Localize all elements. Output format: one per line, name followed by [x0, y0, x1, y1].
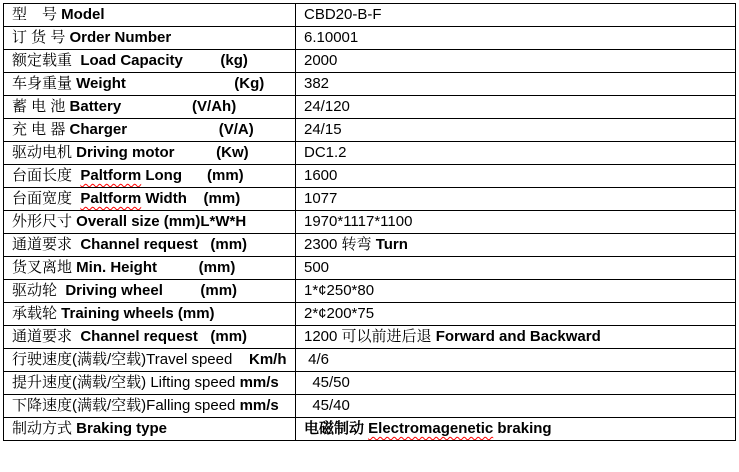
text-segment: 24/120: [304, 98, 350, 115]
text-segment: 提升速度(满载/空载) Lifting speed: [12, 374, 240, 391]
text-segment: 382: [304, 75, 330, 92]
text-segment: 电磁制动: [304, 420, 369, 437]
text-segment: 通道要求: [12, 328, 81, 345]
text-segment: 2*¢200*75: [304, 305, 375, 322]
text-segment: 45/50: [304, 374, 350, 391]
spec-value-cell: [296, 50, 736, 73]
text-segment: 型 号: [12, 6, 62, 23]
table-row: [4, 119, 736, 142]
text-segment: mm/s: [239, 374, 279, 391]
text-segment: Paltform: [80, 190, 142, 207]
spec-value-cell: [296, 142, 736, 165]
spec-label-cell: [4, 280, 296, 303]
table-row: [4, 73, 736, 96]
text-segment: 6.10001: [304, 29, 359, 46]
spec-value-cell: [296, 234, 736, 257]
spec-value-cell: [296, 211, 736, 234]
spec-value-cell: [296, 27, 736, 50]
table-row: [4, 349, 736, 372]
text-segment: Min. Height (mm): [76, 259, 236, 276]
text-segment: 行驶速度(满载/空载)Travel speed: [12, 351, 249, 368]
text-segment: Driving wheel (mm): [65, 282, 238, 299]
spec-value-cell: [296, 395, 736, 418]
spec-label-cell: [4, 372, 296, 395]
spec-value-cell: [296, 188, 736, 211]
text-segment: 2300 转弯: [304, 236, 376, 253]
text-segment: Load Capacity (kg): [80, 52, 248, 69]
spec-label-cell: [4, 211, 296, 234]
text-segment: 承载轮: [12, 305, 62, 322]
text-segment: 订 货 号: [12, 29, 70, 46]
table-row: [4, 50, 736, 73]
text-segment: Driving motor (Kw): [76, 144, 249, 161]
text-segment: 24/15: [304, 121, 342, 138]
text-segment: Charger (V/A): [69, 121, 254, 138]
text-segment: 驱动电机: [12, 144, 77, 161]
text-segment: 下降速度(满载/空载)Falling speed: [12, 397, 240, 414]
text-segment: Weight (Kg): [76, 75, 265, 92]
text-segment: Electromagenetic: [368, 420, 494, 437]
spec-label-cell: [4, 50, 296, 73]
text-segment: Km/h: [248, 351, 287, 368]
spec-label-cell: [4, 395, 296, 418]
text-segment: Paltform: [80, 167, 142, 184]
table-row: [4, 188, 736, 211]
text-segment: Order Number: [69, 29, 172, 46]
text-segment: 4/6: [304, 351, 330, 368]
text-segment: Forward and Backward: [435, 328, 601, 345]
text-segment: 45/40: [304, 397, 350, 414]
text-segment: 500: [304, 259, 330, 276]
spec-label-cell: [4, 73, 296, 96]
table-row: [4, 418, 736, 441]
text-segment: 1200 可以前进后退: [304, 328, 436, 345]
spec-label-cell: [4, 349, 296, 372]
spec-label-cell: [4, 257, 296, 280]
text-segment: 额定载重: [12, 52, 81, 69]
spec-table-body: [4, 4, 736, 441]
table-row: [4, 303, 736, 326]
text-segment: Long (mm): [141, 167, 244, 184]
spec-label-cell: [4, 418, 296, 441]
text-segment: Width (mm): [141, 190, 241, 207]
spec-label-cell: [4, 303, 296, 326]
spec-value-cell: [296, 119, 736, 142]
spec-value-cell: [296, 73, 736, 96]
text-segment: 货叉离地: [12, 259, 77, 276]
text-segment: Overall size (mm)L*W*H: [76, 213, 247, 230]
text-segment: 1077: [304, 190, 338, 207]
text-segment: mm/s: [239, 397, 279, 414]
text-segment: Turn: [375, 236, 408, 253]
text-segment: Channel request (mm): [80, 236, 248, 253]
spec-value-cell: [296, 96, 736, 119]
table-row: [4, 165, 736, 188]
product-spec-table: [3, 3, 736, 441]
spec-label-cell: [4, 234, 296, 257]
text-segment: 车身重量: [12, 75, 77, 92]
text-segment: 驱动轮: [12, 282, 66, 299]
text-segment: Channel request (mm): [80, 328, 248, 345]
table-row: [4, 234, 736, 257]
text-segment: 通道要求: [12, 236, 81, 253]
table-row: [4, 326, 736, 349]
spec-value-cell: [296, 372, 736, 395]
spec-value-cell: [296, 418, 736, 441]
text-segment: 台面长度: [12, 167, 81, 184]
spec-label-cell: [4, 188, 296, 211]
spec-value-cell: [296, 349, 736, 372]
text-segment: 1*¢250*80: [304, 282, 375, 299]
spec-label-cell: [4, 96, 296, 119]
spec-label-cell: [4, 165, 296, 188]
spec-label-cell: [4, 142, 296, 165]
table-row: [4, 27, 736, 50]
spec-label-cell: [4, 326, 296, 349]
text-segment: 充 电 器: [12, 121, 70, 138]
table-row: [4, 280, 736, 303]
spec-value-cell: [296, 4, 736, 27]
table-row: [4, 372, 736, 395]
spec-value-cell: [296, 165, 736, 188]
spec-label-cell: [4, 4, 296, 27]
spec-value-cell: [296, 326, 736, 349]
text-segment: Training wheels (mm): [61, 305, 215, 322]
text-segment: Model: [61, 6, 105, 23]
text-segment: Braking type: [76, 420, 168, 437]
spec-label-cell: [4, 27, 296, 50]
text-segment: 外形尺寸: [12, 213, 77, 230]
text-segment: 2000: [304, 52, 338, 69]
table-row: [4, 96, 736, 119]
spec-value-cell: [296, 280, 736, 303]
text-segment: braking: [493, 420, 552, 437]
table-row: [4, 142, 736, 165]
text-segment: 台面宽度: [12, 190, 81, 207]
spec-label-cell: [4, 119, 296, 142]
text-segment: DC1.2: [304, 144, 347, 161]
table-row: [4, 211, 736, 234]
table-row: [4, 4, 736, 27]
table-row: [4, 395, 736, 418]
text-segment: Battery (V/Ah): [69, 98, 237, 115]
text-segment: 制动方式: [12, 420, 77, 437]
text-segment: 1970*1117*1100: [304, 213, 413, 230]
text-segment: 蓄 电 池: [12, 98, 70, 115]
spec-value-cell: [296, 303, 736, 326]
spec-value-cell: [296, 257, 736, 280]
text-segment: CBD20-B-F: [304, 6, 382, 23]
text-segment: 1600: [304, 167, 338, 184]
table-row: [4, 257, 736, 280]
